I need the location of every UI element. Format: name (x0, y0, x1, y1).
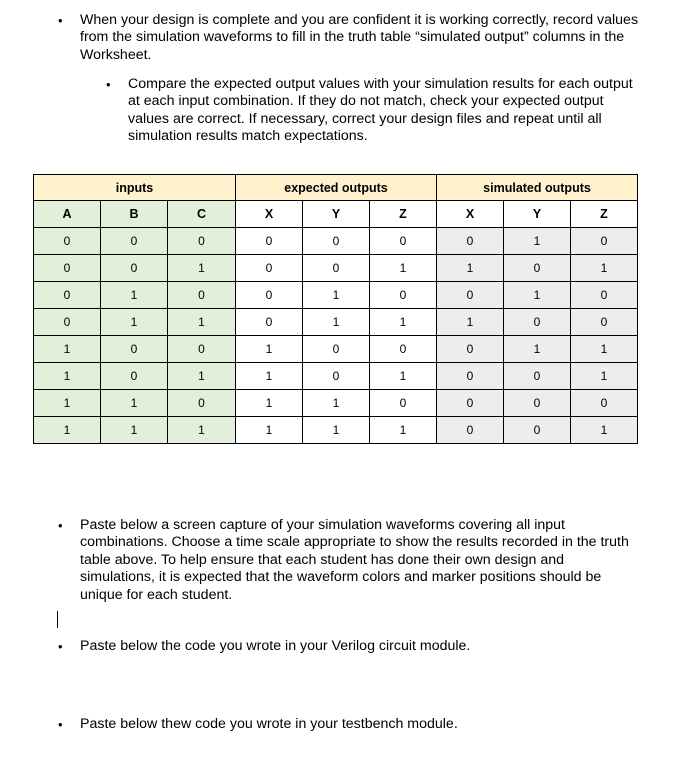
table-cell: 0 (34, 282, 101, 309)
table-cell: 0 (168, 282, 236, 309)
header-simulated-y: Y (504, 201, 571, 228)
truth-table (33, 174, 638, 444)
table-cell: 1 (571, 363, 638, 390)
table-cell: 1 (168, 255, 236, 282)
truth-table-body (34, 228, 638, 444)
table-cell: 0 (504, 390, 571, 417)
table-cell: 0 (370, 390, 437, 417)
table-cell: 1 (571, 255, 638, 282)
table-cell: 1 (504, 336, 571, 363)
table-cell: 1 (303, 309, 370, 336)
table-cell: 0 (504, 363, 571, 390)
table-cell: 0 (437, 336, 504, 363)
table-cell: 1 (303, 417, 370, 444)
table-row (34, 417, 638, 444)
bullet-marker: • (58, 639, 63, 654)
bullet-paste-testbench-text: Paste below thew code you wrote in your testbench module. (80, 716, 458, 732)
table-cell: 1 (437, 309, 504, 336)
table-cell: 1 (303, 282, 370, 309)
table-cell: 0 (34, 228, 101, 255)
table-cell: 1 (168, 309, 236, 336)
bullet-marker: • (58, 518, 63, 533)
table-cell: 0 (168, 336, 236, 363)
table-cell: 0 (236, 309, 303, 336)
table-cell: 1 (370, 255, 437, 282)
table-row (34, 282, 638, 309)
header-simulated-x: X (437, 201, 504, 228)
table-cell: 1 (303, 390, 370, 417)
table-cell: 0 (571, 228, 638, 255)
table-cell: 0 (437, 390, 504, 417)
table-cell: 0 (370, 336, 437, 363)
header-c: C (168, 201, 236, 228)
header-simulated-z: Z (571, 201, 638, 228)
column-header-row (34, 201, 638, 228)
table-cell: 0 (101, 336, 168, 363)
table-cell: 0 (504, 309, 571, 336)
table-cell: 1 (101, 282, 168, 309)
header-expected-y: Y (303, 201, 370, 228)
bullet-marker: • (58, 13, 63, 28)
table-cell: 1 (34, 363, 101, 390)
table-row (34, 390, 638, 417)
table-cell: 0 (437, 363, 504, 390)
table-cell: 0 (571, 282, 638, 309)
table-cell: 0 (101, 363, 168, 390)
table-cell: 1 (504, 228, 571, 255)
bullet-marker: • (106, 77, 111, 92)
table-row (34, 255, 638, 282)
table-cell: 0 (303, 336, 370, 363)
table-cell: 1 (236, 390, 303, 417)
table-row (34, 336, 638, 363)
table-cell: 0 (303, 363, 370, 390)
table-cell: 0 (437, 417, 504, 444)
table-cell: 0 (370, 228, 437, 255)
header-a: A (34, 201, 101, 228)
table-cell: 1 (571, 417, 638, 444)
bullet-compare-text: Compare the expected output values with your simulation results for each output at each input combination. If they do not match, check your expected output values are correct. If necessary, correct your design files and repeat until all simulation results match expectations. (128, 76, 633, 145)
table-cell: 0 (236, 282, 303, 309)
header-expected-z: Z (370, 201, 437, 228)
expected-outputs-group-header: expected outputs (236, 175, 437, 201)
table-row (34, 309, 638, 336)
table-cell: 0 (571, 390, 638, 417)
table-cell: 1 (168, 363, 236, 390)
table-cell: 0 (504, 417, 571, 444)
table-cell: 0 (236, 255, 303, 282)
table-cell: 1 (370, 309, 437, 336)
bullet-paste-waveforms-text: Paste below a screen capture of your simulation waveforms covering all input combinations. Choose a time scale appropriate to show the results recorded in the truth table above. To help ensure that each student has done their own design and simulations, it is expected that the waveform colors and marker positions should be unique for each student. (80, 517, 629, 603)
table-cell: 0 (571, 309, 638, 336)
header-b: B (101, 201, 168, 228)
table-cell: 0 (101, 255, 168, 282)
table-cell: 1 (101, 309, 168, 336)
table-cell: 0 (437, 282, 504, 309)
table-cell: 0 (303, 255, 370, 282)
table-cell: 1 (370, 417, 437, 444)
bullet-marker: • (58, 717, 63, 732)
table-cell: 1 (437, 255, 504, 282)
table-cell: 1 (101, 390, 168, 417)
table-cell: 1 (168, 417, 236, 444)
table-row (34, 363, 638, 390)
table-cell: 1 (236, 363, 303, 390)
bullet-complete-text: When your design is complete and you are confident it is working correctly, record values from the simulation waveforms to fill in the truth table “simulated output” columns in the Worksheet. (80, 12, 639, 63)
table-cell: 1 (236, 336, 303, 363)
table-cell: 1 (34, 390, 101, 417)
table-cell: 1 (34, 417, 101, 444)
table-cell: 0 (101, 228, 168, 255)
table-cell: 0 (168, 390, 236, 417)
inputs-group-header: inputs (34, 175, 236, 201)
table-cell: 1 (370, 363, 437, 390)
table-cell: 1 (101, 417, 168, 444)
simulated-outputs-group-header: simulated outputs (437, 175, 638, 201)
group-header-row (34, 175, 638, 201)
table-cell: 1 (504, 282, 571, 309)
table-cell: 1 (571, 336, 638, 363)
table-cell: 0 (34, 255, 101, 282)
text-cursor (57, 611, 58, 628)
table-cell: 0 (370, 282, 437, 309)
table-cell: 0 (504, 255, 571, 282)
table-cell: 0 (303, 228, 370, 255)
table-cell: 0 (168, 228, 236, 255)
table-cell: 1 (34, 336, 101, 363)
table-cell: 0 (437, 228, 504, 255)
header-expected-x: X (236, 201, 303, 228)
table-cell: 0 (34, 309, 101, 336)
table-cell: 0 (236, 228, 303, 255)
table-row (34, 228, 638, 255)
table-cell: 1 (236, 417, 303, 444)
bullet-paste-verilog-text: Paste below the code you wrote in your Verilog circuit module. (80, 638, 471, 654)
